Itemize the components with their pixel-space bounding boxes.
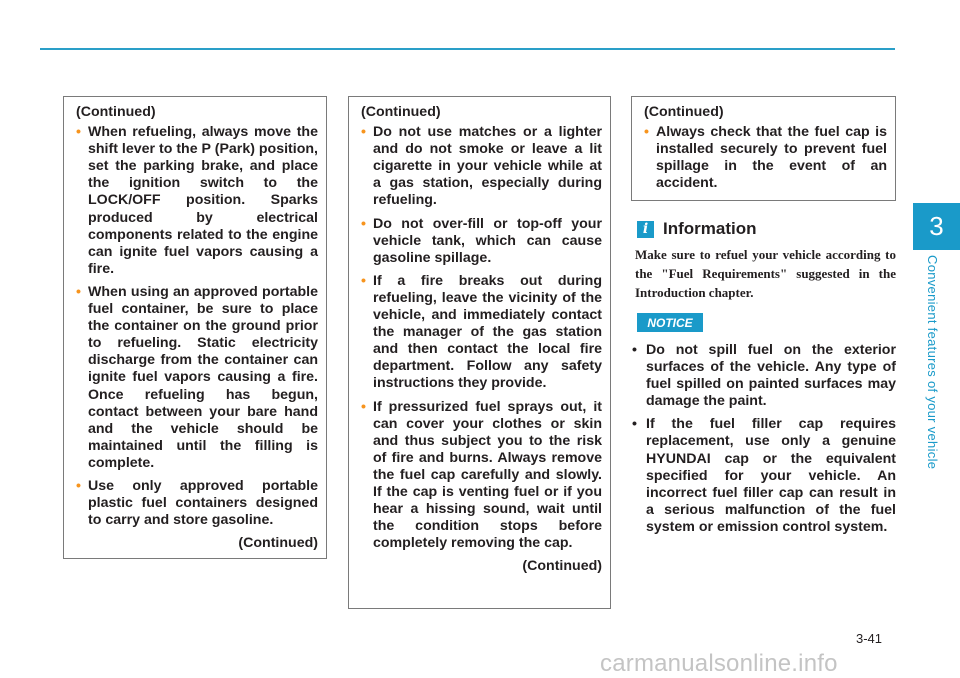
bullet-icon: • <box>361 215 366 232</box>
bullet-icon: • <box>361 398 366 415</box>
notice-badge: NOTICE <box>637 313 703 332</box>
box-1-header: (Continued) <box>76 104 156 120</box>
list-item: • If pressurized fuel sprays out, it can cover your clothes or skin and thus subject you to the risk of fire and burns. Always remove the fuel cap carefully and slowly. If the cap is venting fuel or if you hear a hissing sound, wait until the condition stops before completely removing the cap. <box>361 398 602 552</box>
information-body: Make sure to refuel your vehicle according to the "Fuel Requirements" suggested in the Introduction chapter. <box>635 247 896 300</box>
top-rule <box>40 48 895 50</box>
list-item: • If a fire breaks out during refueling, leave the vicinity of the vehicle, and immediately contact the manager of the gas station and then contact the local fire department. Follow any safety instructions they provide. <box>361 272 602 392</box>
box-2-footer: (Continued) <box>522 558 602 575</box>
chapter-tab <box>913 203 960 250</box>
bullet-icon: • <box>76 477 81 494</box>
watermark: carmanualsonline.info <box>600 650 838 677</box>
list-item: • Use only approved portable plastic fuel containers designed to carry and store gasoline. <box>76 477 318 529</box>
warning-box-2 <box>348 96 611 609</box>
information-heading <box>637 219 757 239</box>
information-title: Information <box>663 219 757 238</box>
bullet-icon: • <box>361 272 366 289</box>
chapter-title: Convenient features of your vehicle <box>925 255 940 470</box>
bullet-icon: • <box>632 416 637 433</box>
box-2-header: (Continued) <box>361 104 441 120</box>
warning-box-3 <box>631 96 896 201</box>
bullet-icon: • <box>76 124 81 141</box>
info-icon: i <box>637 221 654 238</box>
chapter-number: 3 <box>929 211 944 241</box>
page-number: 3-41 <box>856 631 883 646</box>
list-item: • Always check that the fuel cap is installed securely to prevent fuel spillage in the event of an accident. <box>644 124 887 192</box>
bullet-icon: • <box>644 124 649 141</box>
list-item: • Do not spill fuel on the exterior surfaces of the vehicle. Any type of fuel spilled on painted surfaces may damage the paint. <box>632 342 896 410</box>
bullet-icon: • <box>361 124 366 141</box>
bullet-icon: • <box>76 283 81 300</box>
list-item: • Do not over-fill or top-off your vehicle tank, which can cause gasoline spillage. <box>361 215 602 266</box>
bullet-icon: • <box>632 342 637 358</box>
notice-list <box>632 342 896 542</box>
list-item: • If the fuel filler cap requires replacement, use only a genuine HYUNDAI cap or the equivalent specified for your vehicle. An incorrect fuel filler cap can result in a serious malfunction of the fuel system or emission control system. <box>632 416 896 535</box>
list-item: • When using an approved portable fuel container, be sure to place the container on the ground prior to refueling. Static electricity discharge from the container can ignite fuel vapors causing a fire. Once refueling has begun, contact between your bare hand and the vehicle should be maintained until the filling is complete. <box>76 283 318 471</box>
warning-box-1 <box>63 96 327 559</box>
list-item: • When refueling, always move the shift lever to the P (Park) position, set the parking brake, and place the ignition switch to the LOCK/OFF position. Sparks produced by electrical components related to the engine can ignite fuel vapors causing a fire. <box>76 124 318 277</box>
list-item: • Do not use matches or a lighter and do not smoke or leave a lit cigarette in your vehicle while at a gas station, especially during refueling. <box>361 124 602 209</box>
box-1-footer: (Continued) <box>238 535 318 552</box>
box-3-header: (Continued) <box>644 104 724 120</box>
